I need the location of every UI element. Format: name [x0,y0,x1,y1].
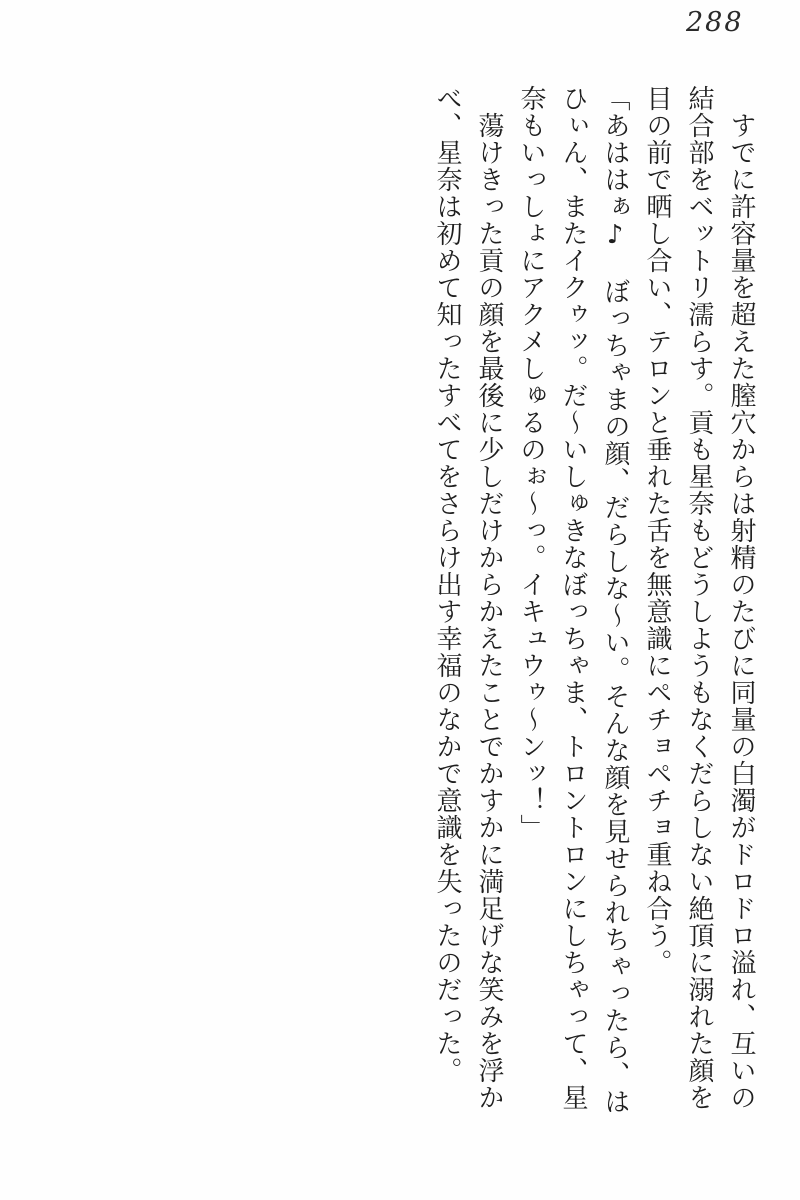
text-line: 蕩けきった貢の顔を最後に少しだけからかえたことでかすかに満足げな笑みを浮か [474,85,504,1111]
page-number: 288 [686,7,744,38]
text-line: すでに許容量を超えた膣穴からは射精のたびに同量の白濁がドロドロ溢れ、互いの [726,85,756,1111]
text-line: ひぃん、またイクゥッ。だ〜いしゅきなぼっちゃま、トロントロンにしちゃって、星 [558,85,588,1111]
text-line: 結合部をベットリ濡らす。貢も星奈もどうしようもなくだらしない絶頂に溺れた顔を [684,85,714,1111]
text-line: べ、星奈は初めて知ったすべてをさらけ出す幸福のなかで意識を失ったのだった。 [432,85,462,1084]
text-line: 奈もいっしょにアクメしゅるのぉ〜っ。イキュウゥ〜ンッ！」 [516,85,546,841]
text-line: 「あははぁ♪ ぼっちゃまの顔、だらしな〜い。そんな顔を見せられちゃったら、は [600,85,630,1115]
vertical-text-block [426,85,762,1125]
text-line: 目の前で晒し合い、テロンと垂れた舌を無意識にペチョペチョ重ね合う。 [642,85,672,976]
